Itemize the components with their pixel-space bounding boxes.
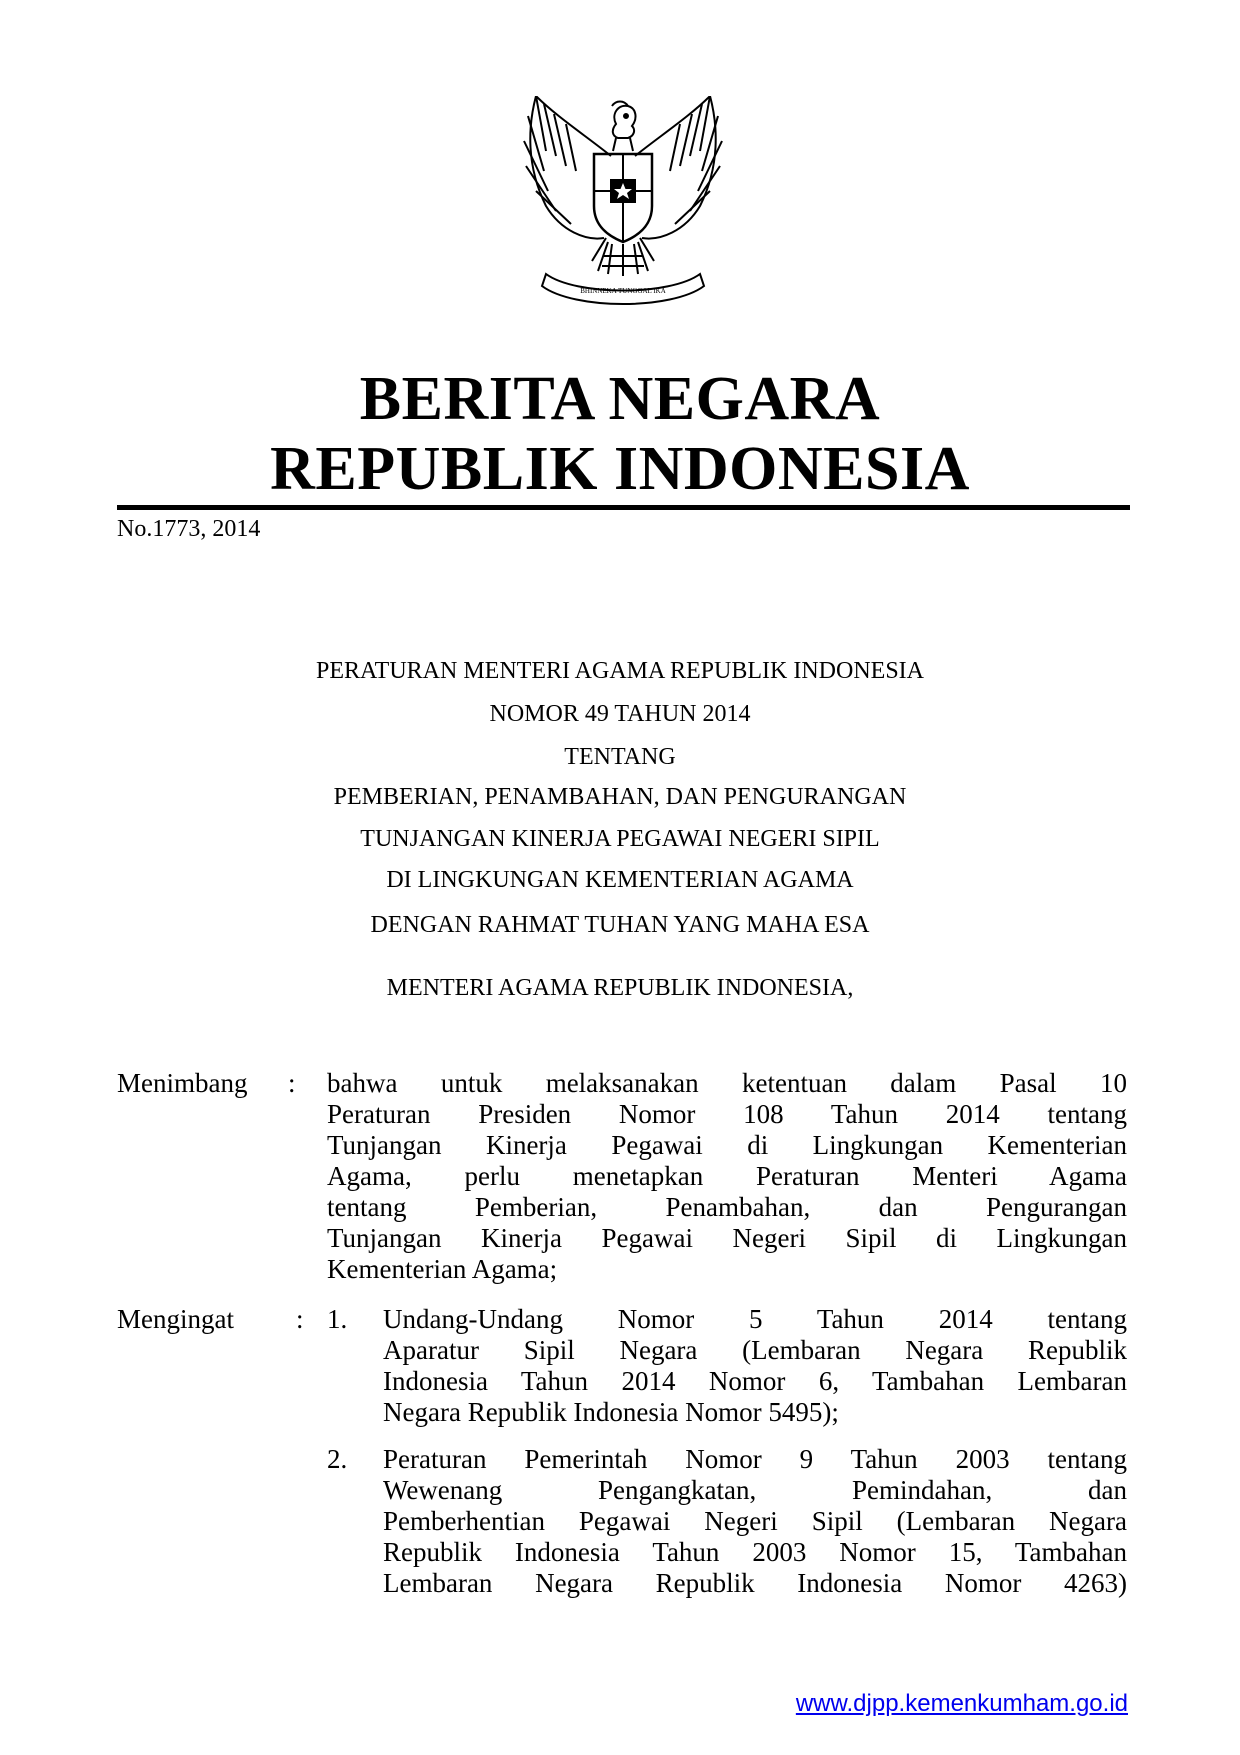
title-line: NOMOR 49 TAHUN 2014 <box>489 701 751 727</box>
paragraph-line: Aparatur Sipil Negara (Lembaran Negara Republik <box>383 1335 1127 1365</box>
masthead-divider <box>117 505 1130 510</box>
mengingat-item-number: 1. <box>327 1304 348 1334</box>
title-line: DENGAN RAHMAT TUHAN YANG MAHA ESA <box>370 912 870 938</box>
garuda-pancasila-emblem <box>516 96 730 306</box>
menimbang-paragraph <box>327 1068 1127 1285</box>
menimbang-label: Menimbang <box>117 1068 248 1098</box>
paragraph-line: Indonesia Tahun 2014 Nomor 6, Tambahan Lembaran <box>383 1366 1127 1396</box>
paragraph-line: Tunjangan Kinerja Pegawai di Lingkungan Kementerian <box>327 1130 1127 1160</box>
paragraph-line: Agama, perlu menetapkan Peraturan Menteri Agama <box>327 1161 1127 1191</box>
paragraph-line: Pemberhentian Pegawai Negeri Sipil (Lembaran Negara <box>383 1506 1127 1536</box>
paragraph-line: Tunjangan Kinerja Pegawai Negeri Sipil di Lingkungan <box>327 1223 1127 1253</box>
paragraph-line: Lembaran Negara Republik Indonesia Nomor 4263) <box>383 1568 1127 1598</box>
paragraph-line: Wewenang Pengangkatan, Pemindahan, dan <box>383 1475 1127 1505</box>
paragraph-line: Peraturan Pemerintah Nomor 9 Tahun 2003 tentang <box>383 1444 1127 1474</box>
mengingat-colon: : <box>296 1304 304 1334</box>
document-number: No.1773, 2014 <box>117 516 261 542</box>
title-line: PEMBERIAN, PENAMBAHAN, DAN PENGURANGAN <box>333 784 907 810</box>
menimbang-colon: : <box>288 1068 296 1098</box>
paragraph-line: Negara Republik Indonesia Nomor 5495); <box>383 1397 839 1427</box>
footer-website-link[interactable]: www.djpp.kemenkumham.go.id <box>795 1690 1128 1717</box>
masthead-line-1: BERITA NEGARA <box>359 365 881 433</box>
paragraph-line: Kementerian Agama; <box>327 1254 558 1284</box>
paragraph-line: Peraturan Presiden Nomor 108 Tahun 2014 tentang <box>327 1099 1127 1129</box>
emblem-motto: BHINNEKA TUNGGAL IKA <box>580 287 666 295</box>
masthead-line-2: REPUBLIK INDONESIA <box>270 435 970 503</box>
paragraph-line: Undang-Undang Nomor 5 Tahun 2014 tentang <box>383 1304 1127 1334</box>
title-line: PERATURAN MENTERI AGAMA REPUBLIK INDONESIA <box>315 658 924 684</box>
paragraph-line: bahwa untuk melaksanakan ketentuan dalam Pasal 10 <box>327 1068 1127 1098</box>
title-line: TUNJANGAN KINERJA PEGAWAI NEGERI SIPIL <box>360 826 880 852</box>
title-line: TENTANG <box>564 744 676 770</box>
mengingat-label: Mengingat <box>117 1304 234 1334</box>
title-line: MENTERI AGAMA REPUBLIK INDONESIA, <box>386 975 854 1001</box>
mengingat-item-1 <box>383 1304 1127 1428</box>
paragraph-line: tentang Pemberian, Penambahan, dan Pengurangan <box>327 1192 1127 1222</box>
mengingat-item-2 <box>383 1444 1127 1599</box>
paragraph-line: Republik Indonesia Tahun 2003 Nomor 15, Tambahan <box>383 1537 1127 1567</box>
title-line: DI LINGKUNGAN KEMENTERIAN AGAMA <box>386 867 854 893</box>
mengingat-item-number: 2. <box>327 1444 348 1474</box>
